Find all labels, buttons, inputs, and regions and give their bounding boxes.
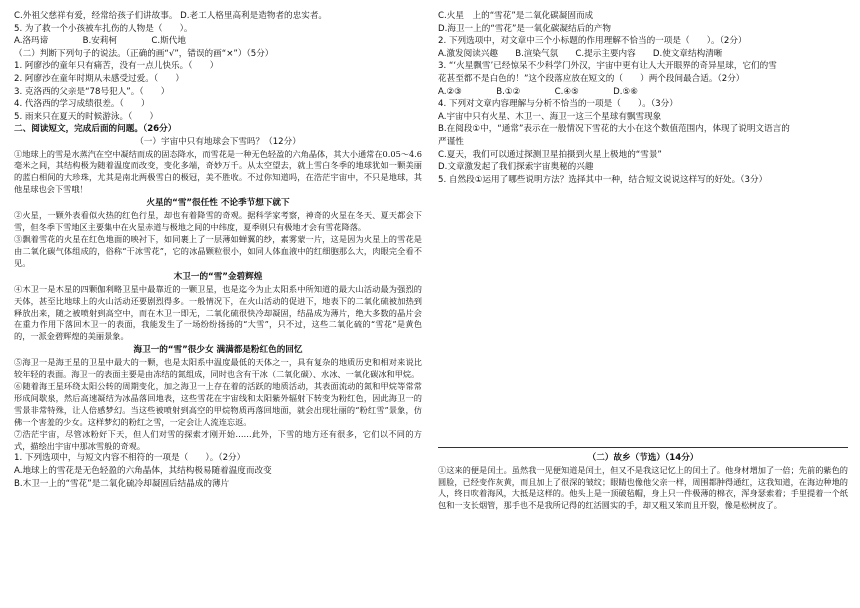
judge-item: 3. 克洛西的父亲是“78号犯人”。（ ） xyxy=(14,86,170,97)
option-line: A.洛玛谛 B.安莉柯 C.斯代地 xyxy=(14,36,186,47)
question-line: 花甚至都不是白色的！”这个段落应放在短文的（ ）两个段间最合适。（2分） xyxy=(438,73,745,84)
question-line: 4. 下列对文章内容理解与分析不恰当的一项是（ ）。（3分） xyxy=(438,99,678,110)
option-line: A.②③ B.①② C.④⑤ D.⑤⑥ xyxy=(438,86,638,97)
left-column xyxy=(14,10,422,490)
story-paragraph: ①这来的便是闰土。虽然我一见便知道是闰土，但又不是我这记忆上的闰土了。他身材增加了一倍；先前的紫色的圆脸，已经变作灰黄，而且加上了很深的皱纹；眼睛也像他父亲一样，周围都肿得通红，这我知道，在海边种地的人，终日吹着海风，大抵是这样的。他头上是一顶破毡帽，身上只一件极薄的棉衣，浑身瑟索着；手里提着一个纸包和一支长烟管，那手也不是我所记得的红活圆实的手，却又粗又笨而且开裂，像是松树皮了。 xyxy=(438,464,848,511)
question-line: 1. 下列选项中，与短文内容不相符的一项是（ ）。（2分） xyxy=(14,453,246,464)
paragraph: ③飘着雪花的火星在红色地面的映衬下，如同裹上了一层薄如蝉翼的纱，素雾蒙一片，这是因为火星上的雪花是由二氧化碳气体组成的，俗称“干冰雪花”，它的冰晶颗粒很小，如同人体血液中的红细胞那么大，肉眼完全看不见。 xyxy=(14,233,422,268)
option-line: A.地球上的雪花是无色轻盈的六角晶体，其结构极易随着温度而改变 xyxy=(14,466,272,477)
judge-item: 2. 阿廖沙在童年时期从未感受过爱。（ ） xyxy=(14,73,184,84)
option-line: C.外祖父慈祥有爱，经常给孩子们讲故事。 D.老工人格里高利是造物者的忠实者。 xyxy=(14,11,328,21)
judge-item: 5. 雨来只在夏天的时候游泳。（ ） xyxy=(14,111,159,122)
paragraph: ⑦浩茫宇宙，尽管冰粉好下天，但人们对雪的探索才刚开始……此外，下雪的地方还有很多，它们以不同的方式，描绘出宇宙中那冰雪般的奇观。 xyxy=(14,428,422,451)
judge-heading: （二）判断下列句子的说法。（正确的画“√”，错误的画“×”）（5分） xyxy=(14,48,274,59)
subheading: 木卫一的“雪”金碧辉煌 xyxy=(173,271,263,282)
judge-item: 1. 阿廖沙的童年只有痛苦，没有一点儿快乐。（ ） xyxy=(14,61,219,72)
option-line: 严谨性 xyxy=(438,136,464,147)
option-line: B.木卫一上的“雪花”是二氧化硫冷却凝固后结晶成的薄片 xyxy=(14,478,230,489)
paragraph: ⑥随着海王星环绕太阳公转的周期变化，加之海卫一上存在着的活跃的地质活动，其表面流动的氮和甲烷等常常形成间歇泉，然后高速凝结为冰晶落回地表，这些雪花在宇宙线和太阳紫外辐射下转变为粉红色，因此海卫一的雪景非常特殊，让人倍感梦幻。当这些被喷射到高空的甲烷物质再落回地面，就会出现壮丽的“粉红雪”景象，仿佛一个害羞的少女。这样梦幻的粉红之雪，一定会让人流连忘返。 xyxy=(14,381,422,427)
subheading: 海卫一的“雪”很少女 满满都是粉红色的回忆 xyxy=(133,345,303,356)
paragraph: ①地球上的雪是水蒸汽在空中凝结而成的固态降水，而雪花是一种无色轻盈的六角晶体，其大小通常在0.05～4.6毫米之间，其结构极为随着温度而改变，变化多端，奇妙万千。从太空望去，就上雪白冬季的地球犹如一颗美丽的蓝白相间的大珍珠，尤其是南北两极雪白的极冠，美不胜收。不过你知道吗，在浩茫宇宙中，不只是地球，其他星球也会下雪哦！ xyxy=(14,148,422,195)
right-column xyxy=(438,10,848,186)
passage-title: （一）宇宙中只有地球会下雪吗？（12分） xyxy=(135,136,301,147)
story-section xyxy=(438,452,848,512)
section-divider xyxy=(438,447,848,448)
option-line: A.宇宙中只有火星、木卫一、海卫一这三个星球有飘雪现象 xyxy=(438,111,662,122)
option-line: D.文章激发起了我们探索宇宙奥秘的兴趣 xyxy=(438,162,594,173)
subheading: 火星的“雪”很任性 不论季节想下就下 xyxy=(146,198,290,209)
option-line: C.夏天，我们可以通过探测卫星拍摄到火星上极地的“雪景” xyxy=(438,149,662,160)
story-title: （二）故乡（节选）（14分） xyxy=(587,453,699,463)
option-line: C.火星 上的“雪花”是二氧化碳凝固而成 xyxy=(438,11,594,21)
question-line: 3. “‘火星飘雪’已经惊呆不少科学门外汉，宇宙中更有让人大开眼界的奇异星球，它们的雪 xyxy=(438,61,777,72)
paragraph: ②火星，一颗外表看似火热的红色行星，却也有着降雪的奇观。据科学家考察，神奇的火星在冬天、夏天都会下雪，但冬季下雪地区主要集中在火星赤道与极地之间的中纬度，夏季则只有极地才会有雪花降落。 xyxy=(14,210,422,233)
question-line: 5. 为了救一个小孩被车扎伤的人物是（ ）。 xyxy=(14,23,193,34)
question-line: 2. 下列选项中，对文章中三个小标题的作用理解不恰当的一项是（ ）。（2分） xyxy=(438,36,747,47)
option-line: B.在阅段①中，“通常”表示在一般情况下雪花的大小在这个数值范围内，体现了说明文语言的 xyxy=(438,124,790,135)
judge-item: 4. 代洛西的学习成绩很差。（ ） xyxy=(14,99,150,110)
section-heading: 二、阅读短文，完成后面的问题。（26分） xyxy=(14,124,177,135)
option-line: D.海卫一上的“雪花”是一氧化碳凝结后的产物 xyxy=(438,23,611,34)
paragraph: ④木卫一是木星的四颗伽利略卫星中最靠近的一颗卫星，也是迄今为止太阳系中所知道的最大山活动最为强烈的天体，甚至比地球上的火山活动还要剧烈得多。一般情况下，在火山活动的促进下，地表下的二氧化硫被加热到释放出来，随之被喷射到高空中，而在木卫一即无，二氧化硫很快冷却凝固，结晶成为薄片，绝大多数的晶片会在重力作用下落回木卫一的表面，我能发生了一场纷纷扬扬的“大雪”，只不过，这些二氧化硫的“雪花”是黄色的，一派金碧辉煌的美丽景象。 xyxy=(14,283,422,342)
question-line: 5. 自然段①运用了哪些说明方法？选择其中一种，结合短文说说这样写的好处。（3分） xyxy=(438,174,768,185)
option-line: A.激发阅读兴趣 B.渲染气氛 C.提示主要内容 D.使文章结构清晰 xyxy=(438,48,723,59)
paragraph: ⑤海卫一是海王星的卫星中最大的一颗，也是太阳系中温度最低的天体之一，具有复杂的地质历史和相对来说比较年轻的表面。海卫一的表面主要是由冻结的氮组成，同时也含有干冰（二氧化碳）、水冰、一氧化碳冰和甲烷。 xyxy=(14,357,422,380)
